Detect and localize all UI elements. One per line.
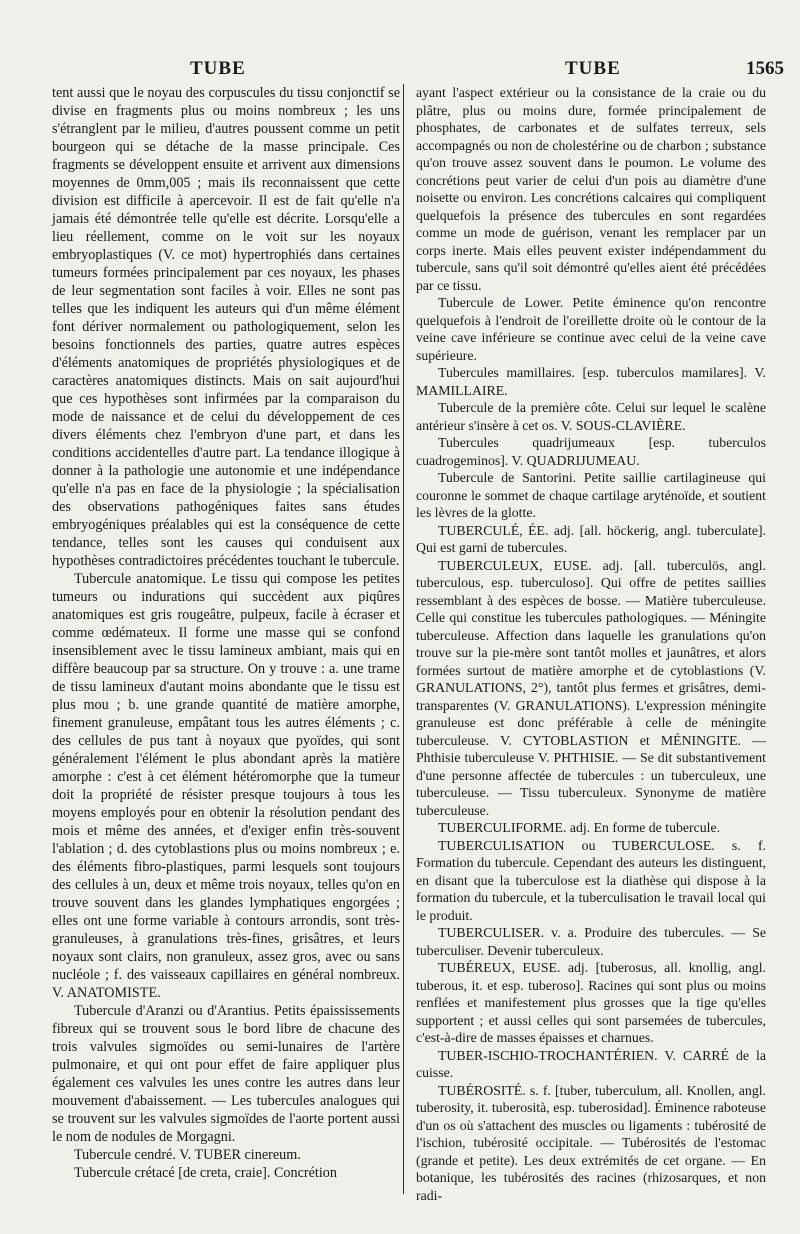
entry-tuberculiforme: TUBERCULIFORME. adj. En forme de tubercule. bbox=[438, 820, 721, 835]
left-column bbox=[52, 84, 400, 1182]
entry-tubercule-premiere-cote: Tubercule de la première côte. Celui sur lequel le scalène antérieur s'insère à cet os. V. SOUS-CLAVIÈRE. bbox=[416, 400, 766, 433]
running-head-left: TUBE bbox=[190, 58, 246, 79]
entry-tubercule-cretace: Tubercule crétacé [de creta, craie]. Concrétion bbox=[74, 1165, 337, 1181]
column-divider bbox=[403, 84, 404, 1194]
entry-tubercule-cendre: Tubercule cendré. V. TUBER cinereum. bbox=[74, 1147, 301, 1163]
entry-tubercule: TUBERCULÉ, ÉE. adj. [all. höckerig, angl. tuberculate]. Qui est garni de tubercules. bbox=[416, 522, 766, 555]
running-head-right: TUBE bbox=[565, 58, 621, 79]
entry-tuberculeux: TUBERCULEUX, EUSE. adj. [all. tuberculös, angl. tuberculous, esp. tuberculoso]. Qui offre de petites saillies ressemblant à des espèces de bosse. — Matière tuberculeuse. Celle qui constitue les tubercules pathologiques. — Méningite tuberculeuse. Affection dans laquelle les granulations qu'on trouve sur la pie-mère sont tantôt molles et jaunâtres, et alors formées surtout de matière amorphe et de cytoblastions (V. GRANULATIONS, 2°), tantôt plus fermes et grisâtres, demi-transparentes (V. GRANULATIONS). L'expression méningite granuleuse est donc préférable à celle de méningite tuberculeuse. V. CYTOBLASTION et MÉNINGITE. — Phthisie tuberculeuse V. PHTHISIE. — Se dit substantivement d'une personne affectée de tubercules : un tuberculeux, une tuberculeuse. — Tissu tuberculeux. Synonyme de matière tuberculeuse. bbox=[416, 557, 766, 818]
entry-tubereux: TUBÉREUX, EUSE. adj. [tuberosus, all. knollig, angl. tuberous, it. et esp. tuberoso]. Racines qui sont plus ou moins renflées et manifestement plus grosses que la tige qu'elles supportent ; et aussi celles qui sont parsemées de tubercules, c'est-à-dire de masses épaisses et charnues. bbox=[416, 960, 766, 1045]
entry-tubercules-quadrijumeaux: Tubercules quadrijumeaux [esp. tuberculos cuadrogeminos]. V. QUADRIJUMEAU. bbox=[416, 435, 766, 468]
paragraph-continued: tent aussi que le noyau des corpuscules du tissu conjonctif se divise en fragments plus ou moins nombreux ; les uns s'étranglent par le milieu, d'autres poussent comme un petit bourgeon qui se détache de la masse principale. Ces fragments se développent ensuite et arrivent aux dimensions moyennes de 0mm,005 ; mais ils reconnaissent que cette division est difficile à apercevoir. Il est de fait qu'elle n'a jamais été démontrée telle qu'elle est décrite. Lorsqu'elle a lieu réellement, comme on le voit sur les noyaux embryoplastiques (V. ce mot) hypertrophiés dans certaines tumeurs formées principalement par ces noyaux, les phases de leur segmentation sont faciles à voir. Elles ne sont pas telles que les indiquent les auteurs qui d'un même élément font dériver normalement ou pathologiquement, selon les besoins fonctionnels des parties, quatre autres espèces d'éléments anatomiques de propriétés physiologiques et de caractères anatomiques distincts. Mais on sait aujourd'hui que ces hypothèses sont infirmées par la comparaison du mode de naissance et de celui du développement de ces divers éléments chez l'embryon d'une part, et dans les conditions accidentelles d'autre part. La tendance illogique à donner à la pathologie une autonomie et une indépendance qu'elle n'a pas en face de la physiologie ; la spécialisation des observations pathogéniques faites sans études embryogéniques préalables qui est la conséquence de cette tendance, telles sont les causes qui conduisent aux hypothèses contradictoires précédentes touchant le tubercule. bbox=[52, 85, 400, 569]
right-column bbox=[416, 84, 766, 1204]
entry-tuber-ischio-trochanterien: TUBER-ISCHIO-TROCHANTÉRIEN. V. CARRÉ de la cuisse. bbox=[416, 1047, 766, 1080]
entry-tuberculiser: TUBERCULISER. v. a. Produire des tubercules. — Se tuberculiser. Devenir tuberculeux. bbox=[416, 925, 766, 958]
entry-tubercule-santorini: Tubercule de Santorini. Petite saillie cartilagineuse qui couronne le sommet de chaque cartilage aryténoïde, et soutient les lèvres de la glotte. bbox=[416, 470, 766, 520]
entry-tuberculisation: TUBERCULISATION ou TUBERCULOSE. s. f. Formation du tubercule. Cependant des auteurs les distinguent, en disant que la tuberculose est la diathèse qui dispose à la formation du tubercule, et la tuberculisation le travail local qui le produit. bbox=[416, 837, 766, 923]
entry-tubercule-lower: Tubercule de Lower. Petite éminence qu'on rencontre quelquefois à l'endroit de l'oreillette droite où le contour de la veine cave inférieure se continue avec celui de la veine cave supérieure. bbox=[416, 295, 766, 363]
entry-tuberosite: TUBÉROSITÉ. s. f. [tuber, tuberculum, all. Knollen, angl. tuberosity, it. tuberosità, esp. tuberosidad]. Éminence raboteuse d'un os où s'attachent des muscles ou ligaments : tubérosité de l'ischion, tubérosité occipitale. — Tubérosités de l'estomac (grande et petite). Les deux extrémités de cet organe. — En botanique, les tubérosités des racines (rhizosarques, et non radi- bbox=[416, 1082, 766, 1203]
entry-tubercules-mamillaires: Tubercules mamillaires. [esp. tuberculos mamilares]. V. MAMILLAIRE. bbox=[416, 365, 766, 398]
entry-tubercule-anatomique: Tubercule anatomique. Le tissu qui compose les petites tumeurs ou indurations qui succèdent aux piqûres anatomiques est gris rougeâtre, pulpeux, facile à écraser et comme œdémateux. Il forme une masse qui se confond insensiblement avec le tissu lamineux ambiant, mais qui en diffère beaucoup par sa structure. On y trouve : a. une trame de tissu lamineux d'autant moins abondante que le tissu est plus mou ; b. une grande quantité de matière amorphe, finement granuleuse, empâtant tous les autres éléments ; c. des cellules de pus tant à noyaux que pyoïdes, qui sont généralement l'élément le plus abondant après la matière amorphe : c'est à cet élément hétéromorphe que la tumeur doit la propriété de résister presque toujours à tous les moyens employés pour en obtenir la résolution pendant des mois et même des années, et d'exiger enfin très-souvent l'ablation ; d. des cytoblastions plus ou moins nombreux ; e. des éléments fibro-plastiques, parmi lesquels sont toujours des cellules à un, deux et même trois noyaux, telles qu'on en trouve souvent dans les glandes lymphatiques engorgées ; elles ont une forme variable à contours arrondis, sont très-granuleuses, à granulations très-fines, grisâtres, et leurs noyaux sont clairs, non granuleux, assez gros, avec ou sans nucléole ; f. des vaisseaux capillaires en général nombreux. V. ANATOMISTE. bbox=[52, 571, 400, 1001]
page-number: 1565 bbox=[746, 58, 784, 79]
paragraph-continued: ayant l'aspect extérieur ou la consistance de la craie ou du plâtre, plus ou moins dure, formée principalement de phosphates, de carbonates et de sulfates terreux, sels accompagnés ou non de cholestérine ou de charbon ; substance qu'on trouve assez souvent dans le poumon. Le volume des concrétions peut varier de celui d'un pois au diamètre d'une noisette ou environ. Les concrétions calcaires qui compliquent quelquefois la présence des tubercules en sont regardées comme un mode de guérison, venant les remplacer par un corps inerte. Mais elles peuvent exister indépendamment du tubercule, sans qu'il soit démontré qu'elles aient été précédées par ce tissu. bbox=[416, 85, 766, 293]
entry-tubercule-aranzi: Tubercule d'Aranzi ou d'Arantius. Petits épaississements fibreux qui se trouvent sous le bord libre de chacune des trois valvules sigmoïdes ou semi-lunaires de l'artère pulmonaire, et qui ont pour effet de faire appliquer plus également ces valvules les unes contre les autres dans leur mouvement d'abaissement. — Les tubercules analogues qui se trouvent sur les valvules sigmoïdes de l'aorte portent aussi le nom de nodules de Morgagni. bbox=[52, 1003, 400, 1145]
